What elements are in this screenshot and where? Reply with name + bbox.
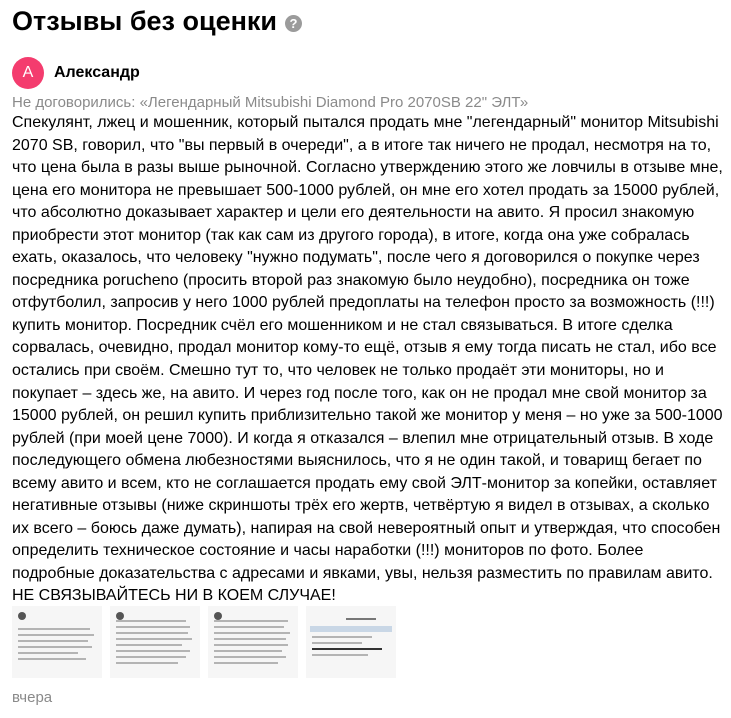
attachment-thumbnail-4[interactable] bbox=[306, 606, 396, 678]
review-author[interactable] bbox=[12, 57, 140, 89]
attachment-thumbnail-2[interactable] bbox=[110, 606, 200, 678]
page-title bbox=[12, 6, 302, 37]
avatar[interactable]: А bbox=[12, 57, 44, 89]
review-date: вчера bbox=[12, 689, 53, 706]
deal-status: Не договорились: «Легендарный Mitsubishi Diamond Pro 2070SB 22" ЭЛТ» bbox=[12, 94, 529, 111]
page-title-text: Отзывы без оценки bbox=[12, 6, 278, 36]
attachment-thumbnail-3[interactable] bbox=[208, 606, 298, 678]
attachment-gallery bbox=[12, 606, 396, 678]
help-icon[interactable]: ? bbox=[285, 15, 302, 32]
attachment-thumbnail-1[interactable] bbox=[12, 606, 102, 678]
author-name[interactable]: Александр bbox=[54, 64, 140, 81]
review-text: Спекулянт, лжец и мошенник, который пытался продать мне "легендарный" монитор Mitsubishi 2070 SB, говорил, что "вы первый в очереди", а в итоге так ничего не продал, несмотря на то, что цена была в разы выше рыночной. Согласно утверждению этого же ловчилы в отзыве мне, цена его монитора не превышает 500-1000 рублей, он мне его хотел продать за 15000 рублей, что абсолютно доказывает характер и цели его деятельности на авито. Я просил знакомую приобрести этот монитор (так как сам из другого города), в итоге, когда она уже собралась ехать, оказалось, что человеку "нужно подумать", после чего я договорился о покупке через посредника porucheno (просить второй раз знакомую было неудобно), посредника он тоже отфутболил, запросив у него 1000 рублей предоплаты на телефон просто за возможность (!!!) купить монитор. Посредник счёл его мошенником и не стал связываться. В итоге сделка сорвалась, очевидно, продал монитор кому-то ещё, отзыв я ему тогда писать не стал, ибо все остались при своём. Смешно тут то, что человек не только продаёт эти мониторы, но и покупает – здесь же, на авито. И через год после того, как он не продал мне свой монитор за 15000 рублей, он решил купить приблизительно такой же монитор у меня – но уже за 500-1000 рублей (при моей цене 7000). И когда я отказался – влепил мне отрицательный отзыв. В ходе последующего обмена любезностями выяснилось, что я не один такой, и товарищ бегает по всему авито и всем, кто не соглашается продать ему свой ЭЛТ-монитор за копейки, оставляет негативные отзывы (ниже скриншоты трёх его жертв, четвёртую я видел в отзывах, а сколько их всего – боюсь даже думать), напирая на свой невероятный опыт и утверждая, что способен определить техническое состояние и часы наработки (!!!) мониторов по фото. Более подробные доказательства с адресами и явками, увы, нельзя разместить по правилам авито. НЕ СВЯЗЫВАЙТЕСЬ НИ В КОЕМ СЛУЧАЕ! bbox=[12, 114, 723, 605]
